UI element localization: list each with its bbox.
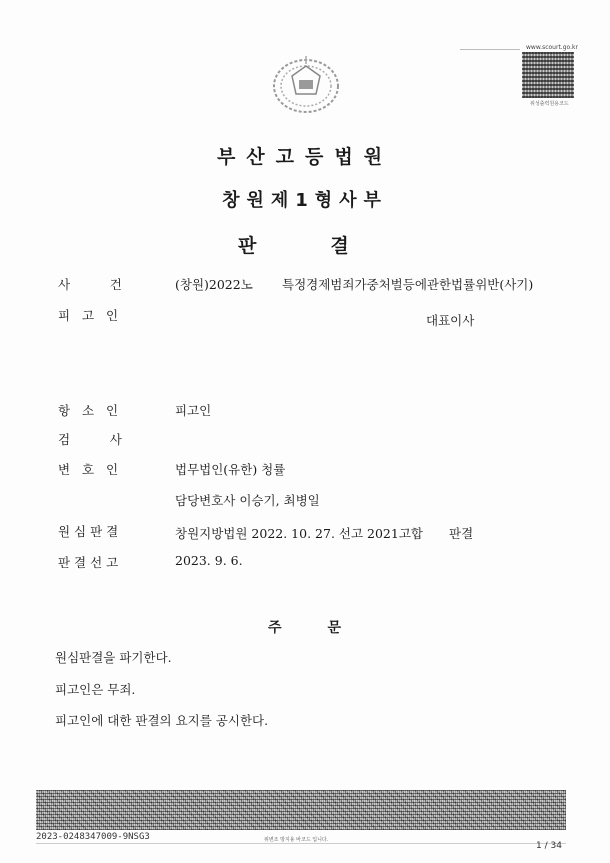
qr-caption: 위성출력원용코드	[530, 101, 569, 107]
qr-divider	[460, 49, 520, 50]
field-value-case-name: 특정경제범죄가중처벌등에관한법률위반(사기)	[282, 277, 534, 292]
footer-divider	[36, 843, 566, 844]
field-label-appellant: 항 소 인	[58, 403, 119, 418]
qr-url: www.scourt.go.kr	[526, 44, 578, 51]
field-value-counsel-firm: 법무법인(유한) 청률	[175, 462, 286, 477]
order-line-3: 피고인에 대한 판결의 요지를 공시한다.	[55, 713, 269, 728]
qr-code-icon	[522, 52, 574, 98]
title-char-2: 결	[330, 235, 349, 257]
barcode-note: 위변조 방지용 바코드 입니다.	[264, 837, 329, 843]
field-value-original-judgment: 창원지방법원 2022. 10. 27. 선고 2021고합	[175, 526, 423, 541]
order-heading	[268, 617, 341, 637]
field-value-defendant-title: 대표이사	[426, 313, 475, 328]
title-char-1: 판	[238, 235, 257, 257]
anti-forgery-barcode	[36, 790, 566, 830]
field-label-case: 사 건	[58, 277, 122, 292]
order-line-2: 피고인은 무죄.	[55, 682, 136, 697]
field-value-sentencing-date: 2023. 9. 6.	[175, 553, 243, 568]
order-heading-char-2: 문	[327, 620, 342, 636]
court-name: 부산고등법원	[216, 146, 394, 168]
field-label-defendant: 피 고 인	[58, 308, 119, 323]
field-value-case-number: (창원)2022노	[175, 277, 253, 292]
field-label-prosecutor: 검 사	[58, 432, 122, 447]
field-label-sentencing-date: 판 결 선 고	[58, 555, 119, 570]
court-seal-icon	[270, 50, 342, 116]
field-label-counsel: 변 호 인	[58, 462, 119, 477]
field-value-original-judgment-suffix: 판결	[449, 526, 474, 541]
division-name: 창원제1형사부	[222, 190, 388, 211]
order-line-1: 원심판결을 파기한다.	[55, 650, 172, 665]
document-id: 2023-0248347009-9NSG3	[36, 832, 150, 842]
field-value-counsel-attorneys: 담당변호사 이승기, 최병일	[175, 493, 320, 508]
page-number: 1 / 34	[536, 841, 562, 851]
order-heading-char-1: 주	[268, 620, 282, 636]
field-label-original-judgment: 원 심 판 결	[58, 524, 119, 539]
document-title	[238, 231, 349, 258]
field-value-appellant: 피고인	[175, 403, 212, 418]
